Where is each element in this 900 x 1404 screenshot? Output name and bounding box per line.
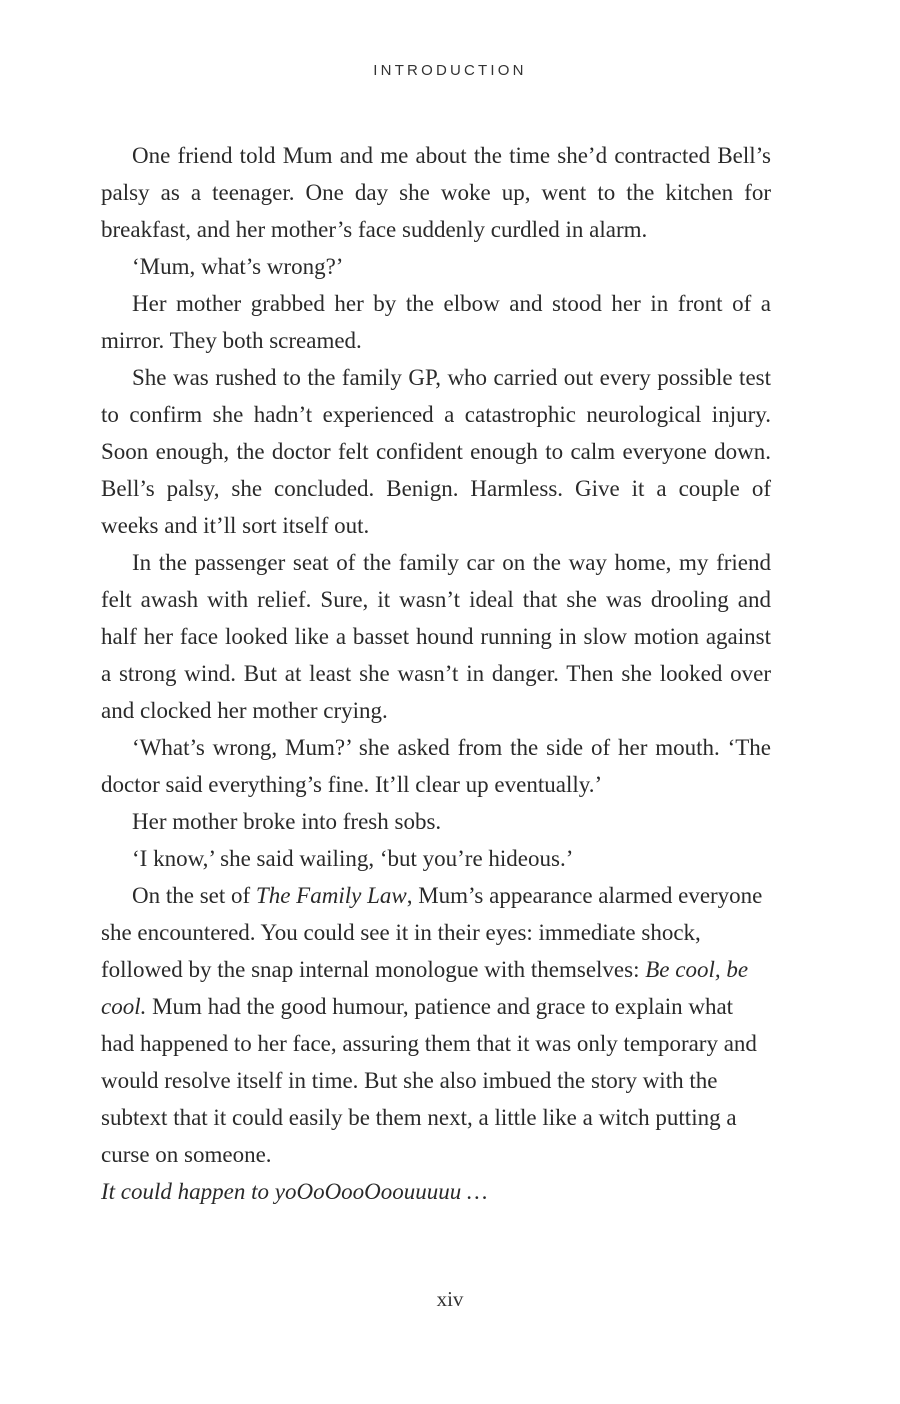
paragraph: She was rushed to the family GP, who carried out every possible test to confirm she hadn’t experienced a catastrophic neurological injury. Soon enough, the doctor felt confident enough to calm everyone down. Bell’s palsy, she concluded. Benign. Harmless. Give it a couple of weeks and it’ll sort itself out. xyxy=(101,365,771,538)
body-text xyxy=(101,137,771,1210)
paragraph-text: On the set of xyxy=(132,883,256,908)
paragraph-text: , Mum’s appearance alarmed everyone she encountered. You could see it in their eyes: immediate shock, followed by the snap internal monologue with themselves: xyxy=(101,883,763,982)
page-number: xiv xyxy=(436,1287,464,1311)
closing-italic-line: It could happen to yoOoOooOoouuuuu … xyxy=(101,1179,488,1204)
paragraph-text: Mum had the good humour, patience and grace to explain what had happened to her face, assuring them that it was only temporary and would resolve itself in time. But she also imbued the story with the subtext that it could easily be them next, a little like a witch putting a curse on someone. xyxy=(101,994,757,1167)
paragraph: ‘Mum, what’s wrong?’ xyxy=(132,254,344,279)
running-head: INTRODUCTION xyxy=(373,62,527,79)
paragraph: One friend told Mum and me about the time she’d contracted Bell’s palsy as a teenager. One day she woke up, went to the kitchen for breakfast, and her mother’s face suddenly curdled in alarm. xyxy=(101,143,771,242)
paragraph: Her mother broke into fresh sobs. xyxy=(132,809,442,834)
paragraph: Her mother grabbed her by the elbow and stood her in front of a mirror. They both screamed. xyxy=(101,291,771,353)
paragraph xyxy=(101,877,771,1210)
show-title: The Family Law xyxy=(255,883,407,908)
paragraph: ‘I know,’ she said wailing, ‘but you’re hideous.’ xyxy=(132,846,574,871)
italic-phrase: Be cool, be cool. xyxy=(101,957,749,1019)
paragraph: In the passenger seat of the family car on the way home, my friend felt awash with relief. Sure, it wasn’t ideal that she was drooling and half her face looked like a basset hound running in slow motion against a strong wind. But at least she wasn’t in danger. Then she looked over and clocked her mother crying. xyxy=(101,550,771,723)
paragraph: ‘What’s wrong, Mum?’ she asked from the side of her mouth. ‘The doctor said everything’s fine. It’ll clear up eventually.’ xyxy=(101,735,771,797)
